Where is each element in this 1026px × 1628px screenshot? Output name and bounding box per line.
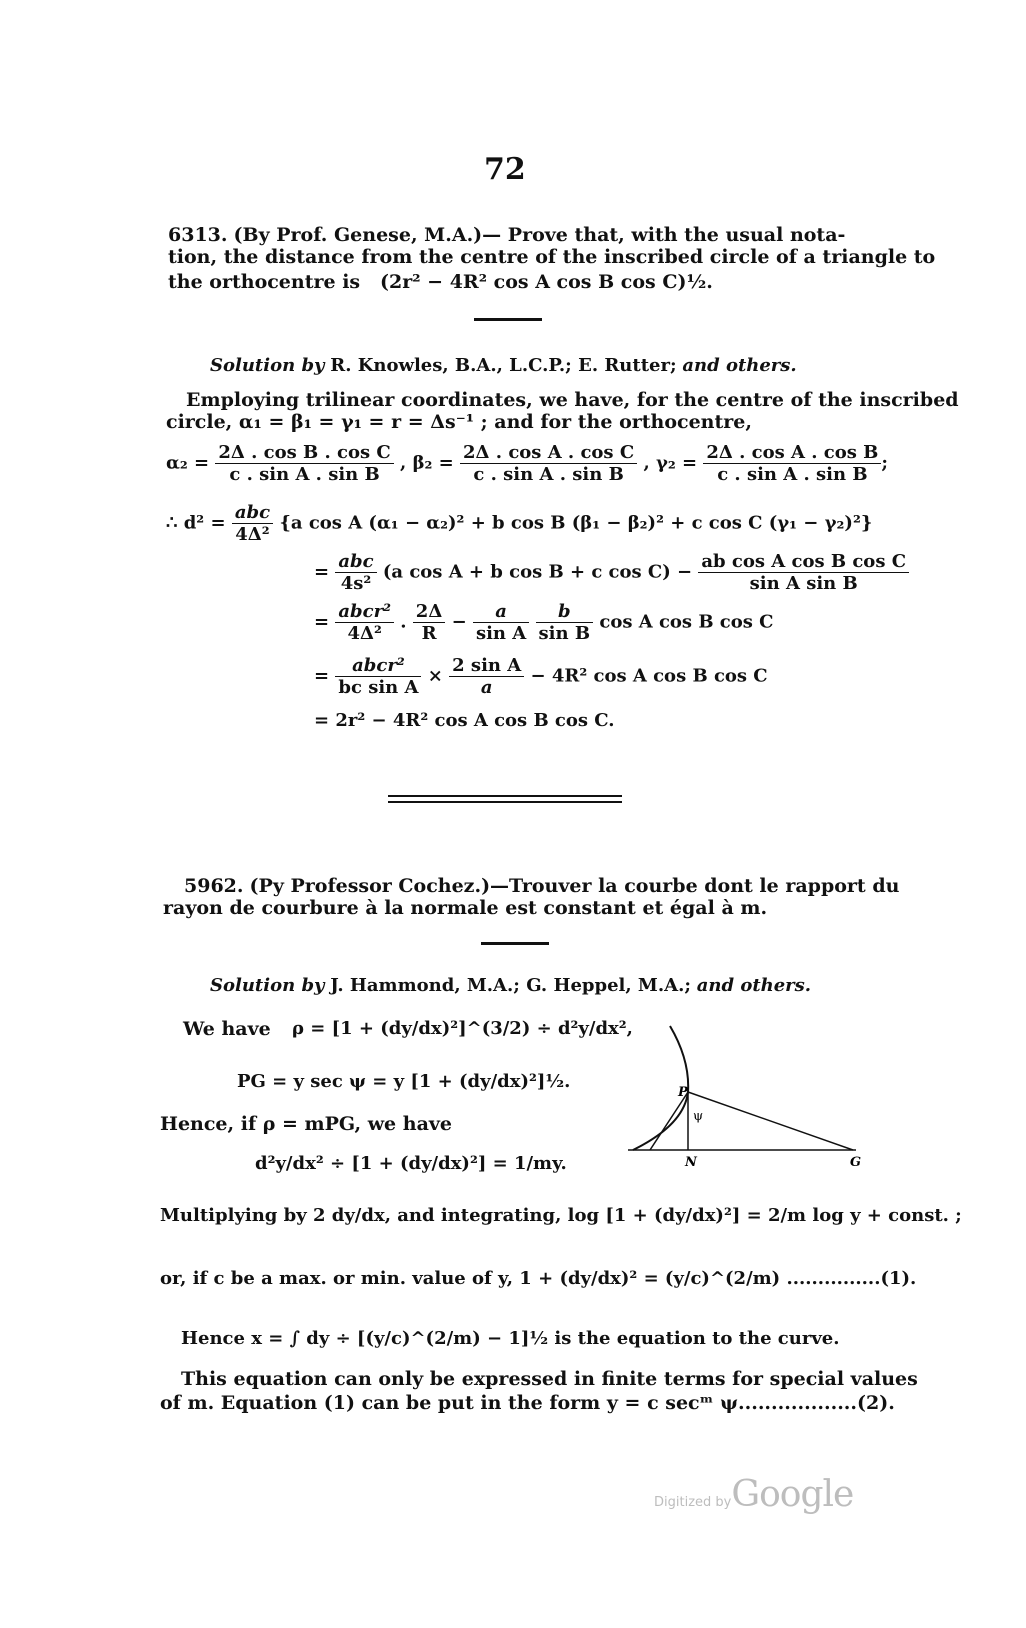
gamma-fraction xyxy=(703,442,881,485)
normal-line xyxy=(688,1092,853,1150)
equation-3 xyxy=(314,601,774,644)
eq4-fraction2 xyxy=(449,655,524,698)
eq3-fraction1 xyxy=(335,601,394,644)
hence-x-line: Hence x = ∫ dy ÷ [(y/c)^(2/m) − 1]½ is the equation to the curve. xyxy=(181,1328,840,1349)
rho-equation: ρ = [1 + (dy/dx)²]^(3/2) ÷ d²y/dx², xyxy=(292,1018,633,1039)
eq4-f2num: 2 sin A xyxy=(449,655,524,677)
problem-line1-rest: — Prove that, with the usual nota- xyxy=(482,224,846,246)
problem-number: 5962. xyxy=(184,875,244,897)
paragraph-line2: of m. Equation (1) can be put in the form y = c secᵐ ψ..................(2). xyxy=(160,1392,895,1414)
eq4-f1den: bc sin A xyxy=(338,677,419,698)
eq4-eq: = xyxy=(314,665,330,687)
solution-label: Solution by xyxy=(210,355,325,376)
we-have-label: We have xyxy=(183,1018,271,1040)
problem-5962-line1 xyxy=(184,875,899,897)
beta-fraction xyxy=(460,442,637,485)
diff-equation: d²y/dx² ÷ [1 + (dy/dx)²] = 1/my. xyxy=(255,1153,567,1174)
eq3-f1num: abcr² xyxy=(335,601,394,623)
eq1-fden: 4Δ² xyxy=(235,524,270,545)
problem-6313-line1 xyxy=(168,224,845,246)
eq3-dot: . xyxy=(400,611,407,633)
eq4-tail: − 4R² cos A cos B cos C xyxy=(530,665,768,687)
eq3-minus: − xyxy=(451,611,467,633)
eq3-f2num: 2Δ xyxy=(413,601,446,623)
solution1-heading xyxy=(210,355,797,376)
short-divider xyxy=(474,318,542,321)
alpha-den: c . sin A . sin B xyxy=(229,464,380,485)
eq2-fnum: abc xyxy=(335,551,376,573)
problem-5962-line2: rayon de courbure à la normale est constant et égal à m. xyxy=(163,897,768,919)
eq2-mid: (a cos A + b cos B + c cos C) − xyxy=(382,561,693,583)
eq3-fraction3 xyxy=(473,601,529,644)
label-psi: ψ xyxy=(693,1109,704,1124)
equation-2 xyxy=(314,551,909,594)
eq3-f2den: R xyxy=(421,623,437,644)
solution1-line1: Employing trilinear coordinates, we have, for the centre of the inscribed xyxy=(186,389,959,411)
problem-number: 6313. xyxy=(168,224,228,246)
gamma-num: 2Δ . cos A . cos B xyxy=(703,442,881,464)
eq3-f3den: sin A xyxy=(475,623,527,644)
eq4-fraction1 xyxy=(335,655,421,698)
pg-equation: PG = y sec ψ = y [1 + (dy/dx)²]½. xyxy=(237,1071,571,1092)
page-number: 72 xyxy=(484,152,526,187)
double-divider-top xyxy=(388,795,622,797)
google-watermark xyxy=(654,1474,853,1515)
alpha-lhs: α₂ = xyxy=(166,452,210,474)
solution-authors: R. Knowles, B.A., L.C.P.; E. Rutter; xyxy=(330,355,677,376)
eq3-fraction2 xyxy=(413,601,446,644)
label-p: P xyxy=(678,1085,688,1100)
label-n: N xyxy=(685,1155,697,1170)
eq4-times: × xyxy=(427,665,443,687)
eq2-fraction1 xyxy=(335,551,376,594)
multiplying-line: Multiplying by 2 dy/dx, and integrating, log [1 + (dy/dx)²] = 2/m log y + const. ; xyxy=(160,1205,962,1226)
tangent-line xyxy=(650,1092,688,1150)
eq2-fraction2 xyxy=(698,551,909,594)
eq1-fraction xyxy=(232,502,273,545)
eq1-rest: {a cos A (α₁ − α₂)² + b cos B (β₁ − β₂)² + c cos C (γ₁ − γ₂)²} xyxy=(279,512,873,534)
eq3-f4den: sin B xyxy=(538,623,591,644)
problem-line1-rest: (Py Professor Cochez.)—Trouver la courbe dont le rapport du xyxy=(249,875,900,897)
short-divider xyxy=(481,942,549,945)
hence-line: Hence, if ρ = mPG, we have xyxy=(160,1113,453,1135)
eq3-eq: = xyxy=(314,611,330,633)
orthocentre-coords xyxy=(166,442,888,485)
eq3-tail: cos A cos B cos C xyxy=(599,611,774,633)
eq3-f4num: b xyxy=(536,601,594,623)
problem-6313-line2: tion, the distance from the centre of the inscribed circle of a triangle to xyxy=(168,246,936,268)
eq2-eq: = xyxy=(314,561,330,583)
label-g: G xyxy=(850,1155,862,1170)
solution-authors: J. Hammond, M.A.; G. Heppel, M.A.; xyxy=(330,975,691,996)
double-divider-bottom xyxy=(388,801,622,803)
solution-label: Solution by xyxy=(210,975,325,996)
paragraph-line1: This equation can only be expressed in finite terms for special values xyxy=(181,1368,918,1390)
equation-1 xyxy=(166,502,872,545)
eq3-f3num: a xyxy=(473,601,529,623)
eq1-fnum: abc xyxy=(232,502,273,524)
problem-6313-line3b: (2r² − 4R² cos A cos B cos C)½. xyxy=(380,271,713,293)
watermark-small: Digitized by xyxy=(654,1495,732,1510)
solution-others: and others. xyxy=(682,355,797,376)
equation-4 xyxy=(314,655,768,698)
solution2-heading xyxy=(210,975,811,996)
eq4-f2den: a xyxy=(480,677,493,698)
eq2-f2num: ab cos A cos B cos C xyxy=(698,551,909,573)
watermark-logo: Google xyxy=(731,1474,854,1515)
gamma-end: ; xyxy=(881,452,889,474)
solution-others: and others. xyxy=(696,975,812,996)
alpha-fraction xyxy=(215,442,393,485)
beta-num: 2Δ . cos A . cos C xyxy=(460,442,637,464)
eq1-lhs: ∴ d² = xyxy=(166,512,226,534)
curve-figure xyxy=(628,1020,868,1170)
beta-lhs: , β₂ = xyxy=(400,452,454,474)
problem-intro: (By Prof. Genese, M.A.) xyxy=(233,224,483,246)
or-if-line: or, if c be a max. or min. value of y, 1 + (dy/dx)² = (y/c)^(2/m) ...............(1). xyxy=(160,1268,917,1289)
equation-5: = 2r² − 4R² cos A cos B cos C. xyxy=(314,710,615,731)
eq2-f2den: sin A sin B xyxy=(749,573,858,594)
solution1-line2: circle, α₁ = β₁ = γ₁ = r = Δs⁻¹ ; and for the orthocentre, xyxy=(166,411,752,433)
eq4-f1num: abcr² xyxy=(335,655,421,677)
alpha-num: 2Δ . cos B . cos C xyxy=(215,442,393,464)
problem-6313-line3a: the orthocentre is xyxy=(168,271,361,293)
eq2-fden: 4s² xyxy=(340,573,372,594)
gamma-den: c . sin A . sin B xyxy=(717,464,868,485)
beta-den: c . sin A . sin B xyxy=(473,464,624,485)
gamma-lhs: , γ₂ = xyxy=(643,452,698,474)
eq3-fraction4 xyxy=(536,601,594,644)
eq3-f1den: 4Δ² xyxy=(347,623,382,644)
